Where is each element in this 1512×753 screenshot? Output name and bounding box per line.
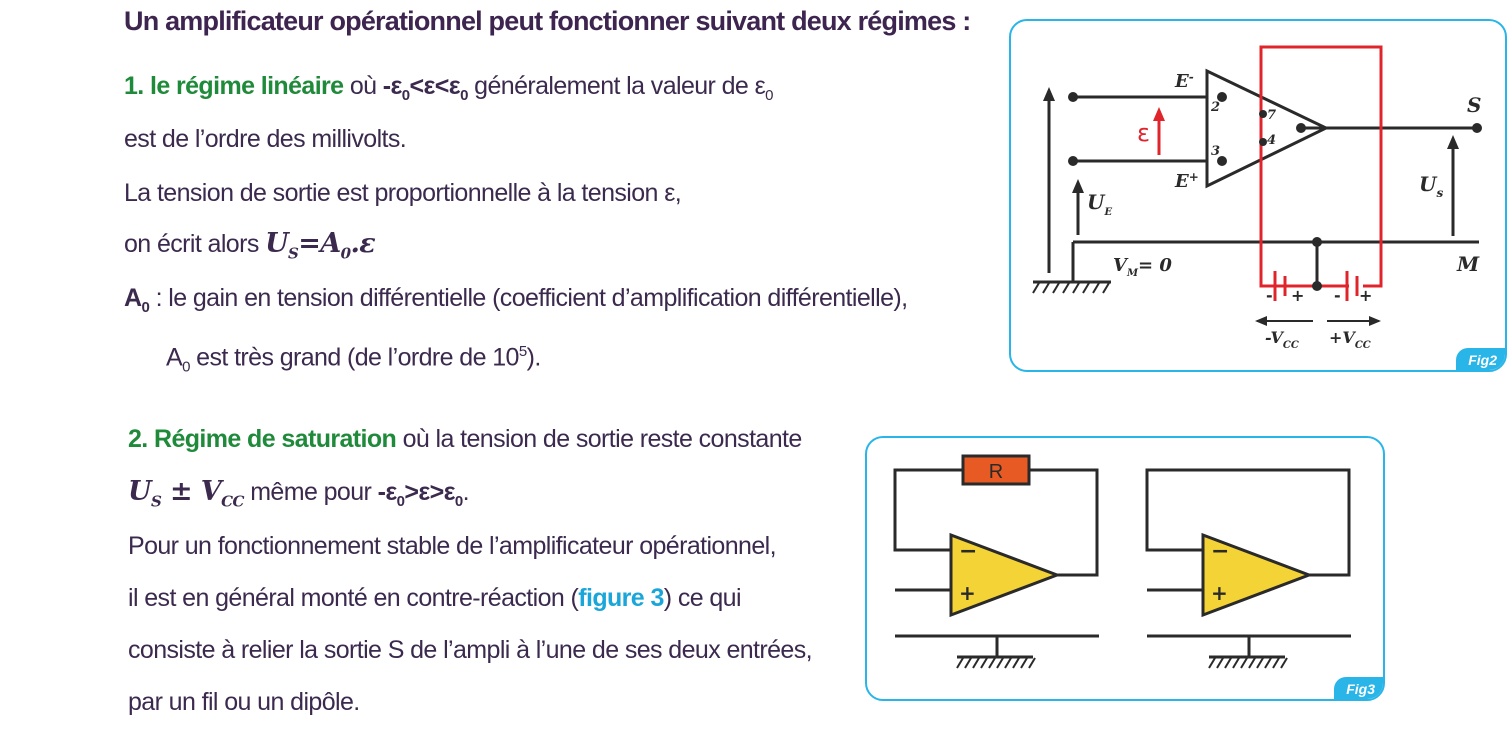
fig3-label: Fig3 <box>1334 677 1385 701</box>
section2-title: 2. Régime de saturation <box>128 425 397 453</box>
e-minus-label: E- <box>1175 70 1194 92</box>
figure-2-box <box>1009 19 1507 372</box>
s-label: S <box>1467 93 1482 117</box>
pin3-label: 3 <box>1211 144 1221 159</box>
f-sub2: CC <box>221 492 244 511</box>
figure3-link[interactable]: figure 3 <box>578 584 664 612</box>
formula-a: U <box>265 228 289 259</box>
a0-sub: 0 <box>141 299 150 316</box>
line4-a: il est en général monté en contre-réaction ( <box>128 584 579 612</box>
saturation-condition <box>377 478 463 510</box>
neg-sign-2: - <box>1334 286 1341 305</box>
neg-sign-1: - <box>1266 286 1273 305</box>
s-cond-b: >ε>ε <box>404 478 455 506</box>
section1-line6 <box>166 337 541 382</box>
s-cond-end: . <box>462 478 469 506</box>
cond-a: -ε <box>382 72 402 100</box>
a0-label: A <box>124 284 142 312</box>
figure-2-diagram <box>1011 21 1505 370</box>
formula-sub1: S <box>288 244 299 263</box>
line6-sub: 0 <box>182 358 190 376</box>
s-cond-sub2: 0 <box>454 493 463 510</box>
linear-condition <box>382 72 468 104</box>
formula-b: =A <box>298 228 341 259</box>
us-label: $U_s$ <box>1419 172 1444 200</box>
vm-label: $V_M= 0$ <box>1113 255 1172 279</box>
cond-b: <ε<ε <box>409 72 461 100</box>
cond-sub1: 0 <box>401 87 410 104</box>
line6-b: est très grand (de l’ordre de 10 <box>189 343 519 372</box>
section1-line4 <box>124 229 375 268</box>
figure-3-box <box>865 436 1385 701</box>
vcc-pos-label: $+V_{CC}$ <box>1329 328 1371 351</box>
section1-line1 <box>124 71 773 111</box>
line6-a: A <box>166 343 183 372</box>
opamp-right-plus: + <box>1211 581 1228 605</box>
section1-t2-sub: 0 <box>765 87 773 104</box>
line4-prefix: on écrit alors <box>124 230 266 258</box>
section1-title: 1. le régime linéaire <box>124 72 344 100</box>
section2-t1: où la tension de sortie reste constante <box>396 425 802 453</box>
f-b: ± V <box>161 476 222 507</box>
pos-sign-2: + <box>1359 286 1373 305</box>
pin7-label: 7 <box>1267 108 1277 123</box>
opamp-left-minus: − <box>959 539 978 564</box>
resistor-label: R <box>988 461 1004 483</box>
m-label: M <box>1457 252 1480 276</box>
opamp-right-minus: − <box>1211 539 1230 564</box>
pin4-label: 4 <box>1267 133 1277 148</box>
gain-formula <box>265 228 376 263</box>
pin2-label: 2 <box>1211 100 1221 115</box>
formula-sub2: 0 <box>340 244 351 263</box>
cond-sub2: 0 <box>460 87 468 104</box>
saturation-formula <box>128 476 244 511</box>
e-plus-label: E+ <box>1175 170 1199 192</box>
section2-line2 <box>128 477 469 517</box>
s-cond-sub1: 0 <box>396 493 405 510</box>
vcc-neg-label: $-V_{CC}$ <box>1265 328 1299 351</box>
section1-line2: est de l’ordre des millivolts. <box>124 125 407 153</box>
section2-line6: par un fil ou un dipôle. <box>128 688 360 716</box>
section2-line1 <box>128 424 802 454</box>
line6-c: ). <box>526 343 541 372</box>
section2-line5: consiste à relier la sortie S de l’ampli à l’une de ses deux entrées, <box>128 636 812 664</box>
section1-line5 <box>124 283 907 323</box>
ue-label: $U_E$ <box>1087 190 1113 218</box>
epsilon-label: ε <box>1137 119 1150 147</box>
figure-3-diagram <box>867 438 1383 699</box>
fig2-label: Fig2 <box>1456 348 1507 372</box>
pos-sign-1: + <box>1291 286 1305 305</box>
section1-line3: La tension de sortie est proportionnelle à la tension ε, <box>124 179 682 207</box>
section2-line3: Pour un fonctionnement stable de l’amplificateur opérationnel, <box>128 532 776 560</box>
f-c: même pour <box>243 478 378 506</box>
section2-line4 <box>128 583 741 613</box>
f-a: U <box>128 476 151 507</box>
line4-b: ) ce qui <box>663 584 741 612</box>
a0-text: : le gain en tension différentielle (coefficient d’amplification différentielle), <box>149 284 908 312</box>
f-sub1: S <box>150 492 162 511</box>
section1-t1: où <box>343 72 383 100</box>
s-cond-a: -ε <box>377 478 397 506</box>
opamp-left-plus: + <box>959 581 976 605</box>
page-heading: Un amplificateur opérationnel peut fonctionner suivant deux régimes : <box>124 6 971 36</box>
line6-sup: 5 <box>518 343 527 360</box>
section1-t2: généralement la valeur de ε <box>467 72 766 100</box>
formula-c: .ε <box>350 228 376 259</box>
